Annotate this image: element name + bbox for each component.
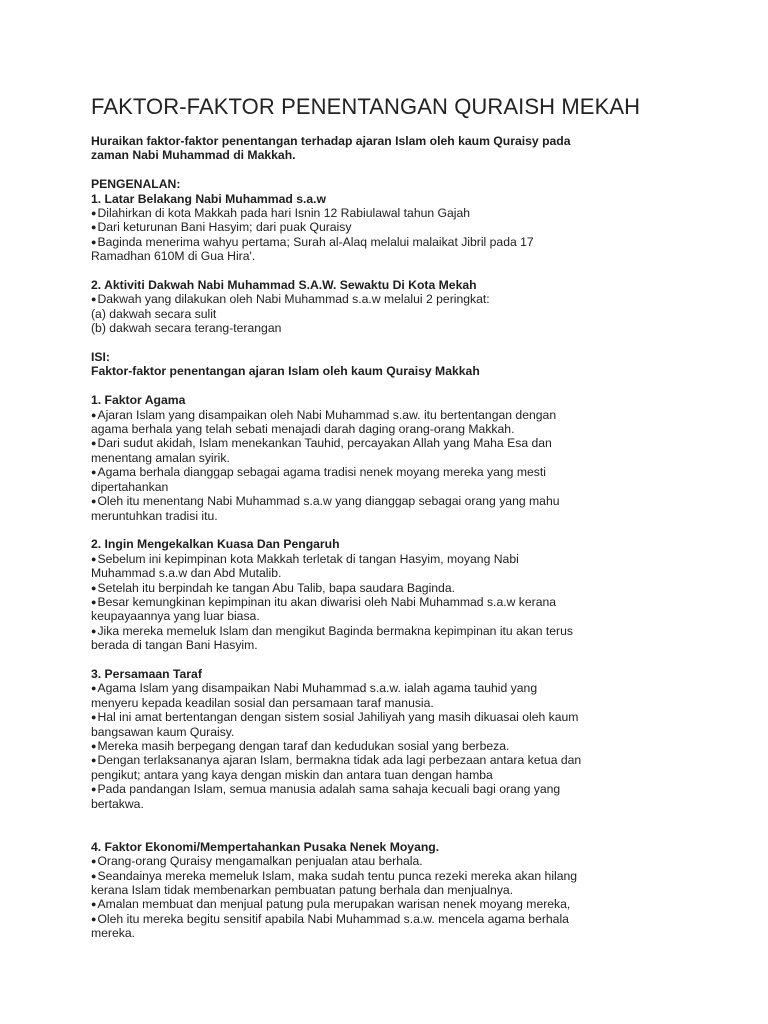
bullet-line: ● Pada pandangan Islam, semua manusia adalah sama sahaja kecuali bagi orang yang [91,782,731,796]
continuation-line: meruntuhkan tradisi itu. [91,508,218,523]
bullet-line: ● Baginda menerima wahyu pertama; Surah al-Alaq melalui malaikat Jibril pada 17 [91,235,731,249]
pengenalan-heading: PENGENALAN: [91,177,181,192]
continuation-line: menyeru kepada keadilan sosial dan persamaan taraf manusia. [91,695,434,710]
section-heading-aktiviti-dakwah: 2. Aktiviti Dakwah Nabi Muhammad S.A.W. Sewaktu Di Kota Mekah [91,278,477,293]
isi-heading: ISI: [91,350,110,365]
continuation-line: dipertahankan [91,479,169,494]
bullet-line: ● Oleh itu mereka begitu sensitif apabila Nabi Muhammad s.a.w. mencela agama berhala [91,912,731,926]
bullet-line: ● Oleh itu menentang Nabi Muhammad s.a.w yang dianggap sebagai orang yang mahu [91,494,731,508]
continuation-line: kerana Islam tidak membenarkan pembuatan patung berhala dan menjualnya. [91,883,514,898]
bullet-line: ● Hal ini amat bertentangan dengan sistem sosial Jahiliyah yang masih dikuasai oleh kaum [91,710,731,724]
bullet-line: ● Amalan membuat dan menjual patung pula merupakan warisan nenek moyang mereka, [91,897,731,911]
text-line: (b) dakwah secara terang-terangan [91,321,282,336]
document-page [91,94,731,941]
document-title: FAKTOR-FAKTOR PENENTANGAN QURAISH MEKAH [91,94,641,119]
bullet-line: ● Jika mereka memeluk Islam dan mengikut Baginda bermakna kepimpinan itu akan terus [91,624,731,638]
bullet-line: ● Agama Islam yang disampaikan Nabi Muhammad s.a.w. ialah agama tauhid yang [91,681,731,695]
intro-line: zaman Nabi Muhammad di Makkah. [91,148,296,163]
bullet-line: ● Dilahirkan di kota Makkah pada hari Isnin 12 Rabiulawal tahun Gajah [91,206,731,220]
intro-line: Huraikan faktor-faktor penentangan terhadap ajaran Islam oleh kaum Quraisy pada [91,134,571,148]
bullet-line: ● Dakwah yang dilakukan oleh Nabi Muhammad s.a.w melalui 2 peringkat: [91,292,731,306]
bullet-line: ● Besar kemungkinan kepimpinan itu akan diwarisi oleh Nabi Muhammad s.a.w kerana [91,595,731,609]
section-heading-faktor-agama: 1. Faktor Agama [91,393,186,408]
bullet-line: ● Ajaran Islam yang disampaikan oleh Nabi Muhammad s.aw. itu bertentangan dengan [91,408,731,422]
bullet-line: ● Setelah itu berpindah ke tangan Abu Talib, bapa saudara Baginda. [91,581,731,595]
bullet-line: ● Orang-orang Quraisy mengamalkan penjualan atau berhala. [91,854,731,868]
bullet-line: ● Dengan terlaksananya ajaran Islam, bermakna tidak ada lagi perbezaan antara ketua dan [91,753,731,767]
bullet-line: ● Agama berhala dianggap sebagai agama tradisi nenek moyang mereka yang mesti [91,465,731,479]
bullet-line: ● Dari keturunan Bani Hasyim; dari puak Quraisy [91,220,731,234]
bullet-line: ● Dari sudut akidah, Islam menekankan Tauhid, percayakan Allah yang Maha Esa dan [91,436,731,450]
bullet-line: ● Sebelum ini kepimpinan kota Makkah terletak di tangan Hasyim, moyang Nabi [91,552,731,566]
section-heading-kuasa-pengaruh: 2. Ingin Mengekalkan Kuasa Dan Pengaruh [91,537,340,552]
continuation-line: bertakwa. [91,796,144,811]
section-heading-latar-belakang: 1. Latar Belakang Nabi Muhammad s.a.w [91,191,327,206]
continuation-line: berada di tangan Bani Hasyim. [91,638,258,653]
continuation-line: Muhammad s.a.w dan Abd Mutalib. [91,566,282,581]
continuation-line: menentang amalan syirik. [91,450,230,465]
bullet-line: ● Seandainya mereka memeluk Islam, maka sudah tentu punca rezeki mereka akan hilang [91,869,731,883]
section-heading-persamaan-taraf: 3. Persamaan Taraf [91,666,202,681]
section-heading-faktor-ekonomi: 4. Faktor Ekonomi/Mempertahankan Pusaka Nenek Moyang. [91,839,440,854]
continuation-line: agama berhala yang telah sebati menajadi darah daging orang-orang Makkah. [91,422,515,437]
isi-subheading: Faktor-faktor penentangan ajaran Islam oleh kaum Quraisy Makkah [91,364,480,379]
text-line: (a) dakwah secara sulit [91,306,217,321]
continuation-line: bangsawan kaum Quraisy. [91,724,235,739]
continuation-line: keupayaannya yang luar biasa. [91,609,260,624]
continuation-line: Ramadhan 610M di Gua Hira'. [91,249,256,264]
continuation-line: mereka. [91,926,136,941]
continuation-line: pengikut; antara yang kaya dengan miskin dan antara tuan dengan hamba [91,767,493,782]
bullet-line: ● Mereka masih berpegang dengan taraf dan kedudukan sosial yang berbeza. [91,739,731,753]
